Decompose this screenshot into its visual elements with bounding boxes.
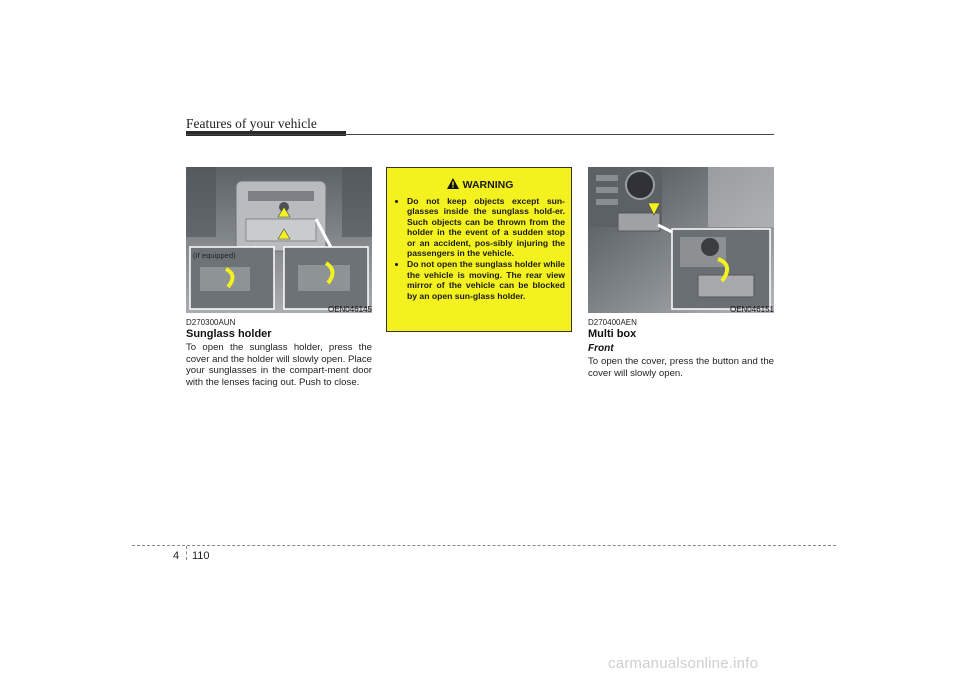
sunglass-holder-heading: Sunglass holder [186,328,272,340]
sunglass-holder-body: To open the sunglass holder, press the cover and the holder will slowly open. Place your sunglasses in the compart-ment door with the lenses facing out. Push to close. [186,342,372,388]
sunglass-holder-photo [186,167,372,313]
warning-box [386,167,572,332]
right-section-code: D270400AEN [588,318,637,327]
warning-title: WARNING [462,179,514,191]
right-image-code: OEN046151 [729,305,774,314]
left-section-code: D270300AUN [186,318,236,327]
warning-header [395,176,565,194]
multi-box-photo [588,167,774,313]
footer-tick [186,546,187,560]
page-number: 110 [192,550,210,562]
multi-box-heading: Multi box [588,328,637,340]
multi-box-subheading: Front [588,343,614,354]
page-header-title: Features of your vehicle [186,116,317,131]
header-rule [186,134,774,135]
if-equipped-callout: (If equipped) [193,251,236,260]
warning-triangle-icon [447,176,459,194]
warning-item: • Do not open the sunglass holder while the vehicle is moving. The rear view mirror of the vehicle can be blocked by an open sun-glass holder. [407,259,565,301]
warning-item: • Do not keep objects except sun-glasses inside the sunglass hold-er. Such objects can be thrown from the holder in the event of a sudden stop or an accident, pos-sibly injuring the passengers in the vehicle. [407,196,565,258]
chapter-number: 4 [173,550,180,562]
warning-list [395,196,565,301]
left-image-code: OEN046145 [327,305,372,314]
footer-rule [132,545,836,546]
multi-box-body: To open the cover, press the button and the cover will slowly open. [588,356,774,379]
watermark: carmanualsonline.info [608,655,759,672]
